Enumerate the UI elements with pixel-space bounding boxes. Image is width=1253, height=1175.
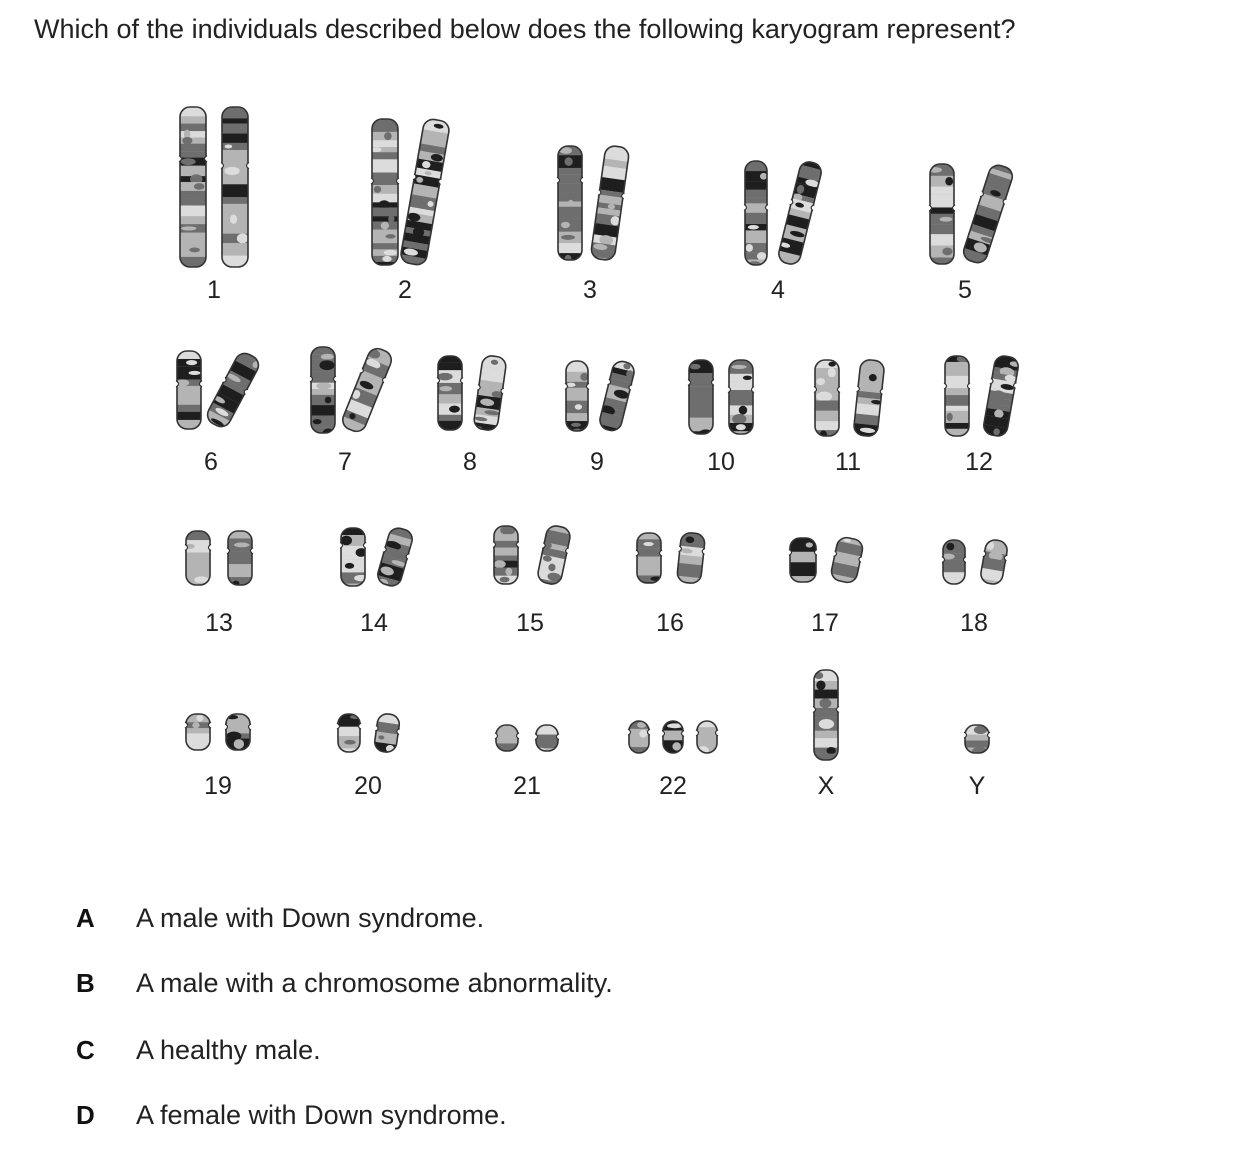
chromosome-label-5: 5 — [958, 276, 972, 304]
chromosome-label-18: 18 — [960, 609, 988, 637]
chromosome-group-19 — [185, 714, 251, 800]
chromosome-label-20: 20 — [354, 772, 382, 800]
chromosome-group-1 — [178, 107, 249, 304]
chromosome-22-1 — [628, 721, 650, 761]
chromosome-group-10 — [688, 360, 754, 476]
chromosome-label-16: 16 — [656, 609, 684, 637]
chromosome-group-4 — [744, 159, 827, 304]
chromosome-label-15: 15 — [516, 609, 544, 637]
chromosome-15-1 — [493, 525, 519, 595]
chromosome-label-6: 6 — [204, 448, 218, 476]
chromosome-label-2: 2 — [398, 276, 412, 304]
chromosome-group-14 — [340, 526, 415, 637]
chromosome-9-2 — [593, 359, 637, 441]
chromosome-20-2 — [372, 713, 401, 755]
chromosome-9-1 — [565, 361, 589, 434]
chromosome-label-12: 12 — [965, 448, 993, 476]
option-a-text: A male with Down syndrome. — [136, 903, 485, 933]
option-b[interactable] — [0, 968, 900, 1008]
chromosome-group-6 — [176, 349, 263, 476]
chromosome-10-1 — [688, 360, 714, 438]
chromosome-label-Y: Y — [968, 772, 986, 800]
option-c[interactable] — [0, 1035, 900, 1075]
chromosome-label-21: 21 — [513, 772, 541, 800]
chromosome-label-1: 1 — [207, 276, 221, 304]
chromosome-21-1 — [495, 725, 521, 753]
chromosome-label-11: 11 — [835, 448, 861, 476]
chromosome-label-13: 13 — [205, 609, 233, 637]
chromosome-19-1 — [185, 714, 211, 752]
chromosome-16-1 — [636, 533, 663, 589]
chromosome-11-2 — [852, 359, 887, 437]
chromosome-2-1 — [371, 119, 399, 272]
option-c-text: A healthy male. — [136, 1035, 321, 1065]
chromosome-22-2 — [662, 721, 684, 760]
chromosome-4-2 — [776, 159, 828, 267]
chromosome-Y-1 — [964, 725, 990, 756]
chromosome-group-11 — [814, 359, 887, 476]
chromosome-label-3: 3 — [583, 276, 597, 304]
chromosome-14-1 — [340, 528, 368, 594]
option-d[interactable] — [0, 1100, 900, 1140]
chromosome-11-1 — [814, 360, 840, 440]
chromosome-label-8: 8 — [463, 448, 477, 476]
question-text: Which of the individuals described below does the following karyogram represent? — [34, 14, 1016, 44]
chromosome-label-10: 10 — [707, 448, 735, 476]
chromosome-17-2 — [828, 536, 865, 587]
chromosome-group-18 — [942, 538, 1010, 637]
chromosome-group-X — [813, 670, 839, 800]
chromosome-label-X: X — [817, 772, 835, 800]
chromosome-21-2 — [535, 725, 559, 754]
chromosome-group-Y — [964, 725, 990, 800]
option-b-text: A male with a chromosome abnormality. — [136, 968, 613, 998]
chromosome-22-3 — [696, 720, 718, 757]
chromosome-group-20 — [337, 713, 402, 800]
chromosome-3-1 — [557, 146, 583, 264]
chromosome-12-2 — [981, 354, 1021, 439]
chromosome-5-2 — [956, 162, 1018, 278]
chromosome-label-7: 7 — [338, 448, 352, 476]
chromosome-group-9 — [565, 359, 637, 476]
option-a[interactable] — [0, 903, 900, 943]
chromosome-group-22 — [628, 720, 718, 800]
chromosome-group-17 — [789, 536, 865, 637]
option-b-letter: B — [76, 968, 95, 998]
chromosome-8-1 — [437, 356, 463, 434]
option-d-letter: D — [76, 1100, 95, 1130]
chromosome-13-1 — [185, 531, 211, 589]
chromosome-7-1 — [310, 347, 336, 439]
chromosome-13-2 — [227, 530, 253, 590]
chromosome-group-8 — [437, 355, 509, 476]
option-c-letter: C — [76, 1035, 95, 1065]
chromosome-group-7 — [310, 344, 395, 476]
chromosome-group-5 — [929, 162, 1019, 304]
chromosome-16-2 — [675, 532, 707, 590]
chromosome-7-2 — [337, 344, 396, 434]
chromosome-2-2 — [398, 118, 452, 272]
chromosome-6-1 — [176, 351, 202, 433]
chromosome-X-1 — [813, 670, 839, 767]
chromosome-18-1 — [942, 540, 966, 591]
chromosome-1-2 — [221, 107, 249, 269]
chromosome-label-19: 19 — [204, 772, 232, 800]
chromosome-label-14: 14 — [360, 609, 388, 637]
chromosome-group-15 — [493, 524, 573, 637]
chromosome-19-2 — [225, 714, 251, 755]
chromosome-group-13 — [185, 530, 253, 637]
chromosome-10-2 — [728, 360, 754, 437]
chromosome-group-12 — [944, 354, 1021, 476]
chromosome-1-1 — [178, 107, 209, 270]
chromosome-group-2 — [371, 118, 451, 304]
chromosome-3-2 — [588, 145, 631, 272]
chromosome-8-2 — [471, 355, 509, 438]
chromosome-15-2 — [533, 524, 572, 595]
chromosome-label-4: 4 — [771, 276, 785, 304]
option-a-letter: A — [76, 903, 95, 933]
chromosome-5-1 — [929, 164, 955, 267]
chromosome-group-21 — [495, 725, 559, 800]
chromosome-group-16 — [636, 532, 707, 637]
chromosome-4-1 — [744, 161, 768, 271]
chromosome-label-9: 9 — [590, 448, 604, 476]
chromosome-6-2 — [201, 349, 263, 434]
chromosome-label-17: 17 — [811, 609, 839, 637]
chromosome-17-1 — [789, 538, 817, 588]
chromosome-12-1 — [944, 356, 970, 443]
chromosome-18-2 — [977, 538, 1010, 594]
option-d-text: A female with Down syndrome. — [136, 1100, 507, 1130]
chromosome-20-1 — [337, 714, 361, 761]
chromosome-group-3 — [557, 145, 631, 304]
chromosome-14-2 — [373, 526, 415, 593]
chromosome-label-22: 22 — [659, 772, 687, 800]
